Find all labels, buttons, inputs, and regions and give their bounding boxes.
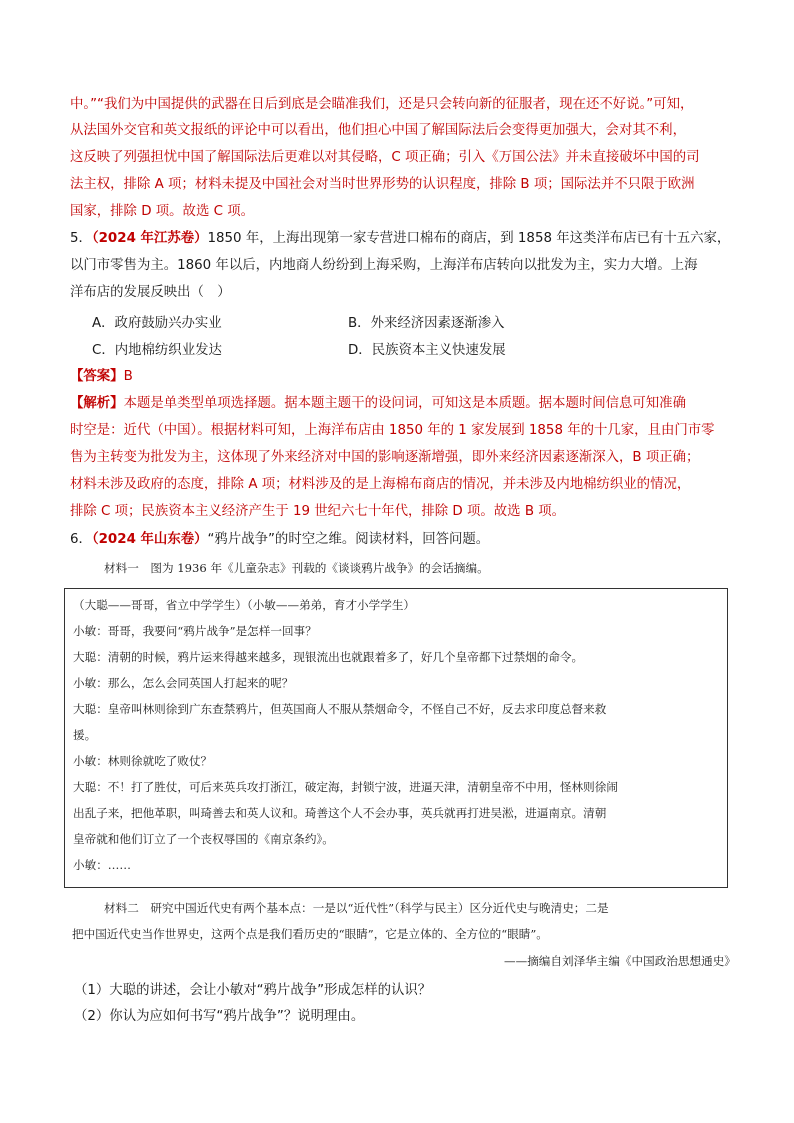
sub-question-1: （1）大聪的讲述，会让小敏对“鸦片战争”形成怎样的认识？	[74, 983, 432, 998]
sub-question-2: （2）你认为应如何书写“鸦片战争”？说明理由。	[74, 1009, 365, 1024]
analysis-line: 排除 C 项；民族资本主义经济产生于 19 世纪六七十年代，排除 D 项。故选 B 项。	[70, 504, 566, 519]
analysis-line-1	[70, 394, 686, 413]
material-2-source: ——摘编自刘泽华主编《中国政治思想通史》	[504, 954, 736, 968]
prev-explanation-line: 法主权，排除 A 项；材料未提及中国社会对当时世界形势的认识程度，排除 B 项；国际法并不只限于欧洲	[70, 177, 695, 192]
prev-explanation-line: 这反映了列强担忧中国了解国际法后更难以对其侵略，C 项正确；引入《万国公法》并未直接破坏中国的司	[70, 150, 700, 165]
option-d: D．民族资本主义快速发展	[348, 343, 506, 358]
dialogue-line: 大聪：不！打了胜仗，可后来英兵攻打浙江，破定海，封锁宁波，进逼天津，清朝皇帝不中用，怪林则徐闹	[73, 780, 618, 794]
question-6-stem	[70, 530, 489, 549]
dialogue-box	[64, 588, 728, 888]
prev-explanation-line: 中。”“我们为中国提供的武器在日后到底是会瞄准我们，还是只会转向新的征服者，现在还不好说。”可知，	[70, 97, 694, 112]
question-5-stem-line-1	[70, 229, 730, 248]
dialogue-line: 大聪：皇帝叫林则徐到广东查禁鸦片，但英国商人不服从禁烟命令，不怪自己不好，反去求印度总督来救	[73, 702, 607, 716]
dialogue-line: 小敏：那么，怎么会同英国人打起来的呢？	[73, 676, 294, 690]
dialogue-line: 援。	[73, 728, 97, 742]
question-stem-text: “鸦片战争”的时空之维。阅读材料，回答问题。	[207, 532, 490, 547]
question-stem-text: 1850 年，上海出现第一家专营进口棉布的商店，到 1858 年这类洋布店已有十五六家，	[207, 231, 731, 246]
prev-explanation-line: 从法国外交官和英文报纸的评论中可以看出，他们担心中国了解国际法后会变得更加强大，会对其不利，	[70, 123, 686, 138]
analysis-label: 【解析】	[70, 396, 124, 411]
answer-line	[70, 367, 133, 386]
material-2-line: 把中国近代史当作世界史，这两个点是我们看历史的“眼睛”，它是立体的、全方位的“眼睛”。	[72, 927, 548, 941]
material-2-line: 材料二 研究中国近代史有两个基本点：一是以“近代性”（科学与民主）区分近代史与晚清史；二是	[104, 901, 609, 915]
dialogue-line: 小敏：哥哥，我要问“鸦片战争”是怎样一回事？	[73, 624, 317, 638]
question-5-stem-line-3: 洋布店的发展反映出（ ）	[70, 285, 231, 300]
option-a: A．政府鼓励兴办实业	[92, 316, 222, 331]
question-5-stem-line-2: 以门市零售为主。1860 年以后，内地商人纷纷到上海采购，上海洋布店转向以批发为主，实力大增。上海	[70, 258, 698, 273]
question-source: （2024 年山东卷）	[91, 532, 208, 547]
analysis-text: 本题是单类型单项选择题。据本题主题干的设问词，可知这是本质题。据本题时间信息可知准确	[123, 396, 686, 411]
dialogue-line: 大聪：清朝的时候，鸦片运来得越来越多，现银流出也就跟着多了，好几个皇帝都下过禁烟的命令。	[73, 650, 584, 664]
analysis-line: 时空是：近代（中国）。根据材料可知，上海洋布店由 1850 年的 1 家发展到 1858 年的十几家，且由门市零	[70, 423, 715, 438]
option-b: B．外来经济因素逐渐渗入	[348, 316, 505, 331]
dialogue-line: 出乱子来，把他革职，叫琦善去和英人议和。琦善这个人不会办事，英兵就再打进吴淞，进逼南京。清朝	[73, 806, 607, 820]
material-1-intro: 材料一 图为 1936 年《儿童杂志》刊载的《谈谈鸦片战争》的会话摘编。	[104, 561, 489, 575]
answer-value: B	[123, 369, 133, 384]
dialogue-line: （大聪——哥哥，省立中学学生）（小敏——弟弟，育才小学学生）	[73, 598, 416, 612]
dialogue-line: 皇帝就和他们订立了一个丧权辱国的《南京条约》。	[73, 832, 334, 846]
analysis-line: 售为主转变为批发为主，这体现了外来经济对中国的影响逐渐增强，即外来经济因素逐渐深入，B 项正确；	[70, 450, 700, 465]
question-source: （2024 年江苏卷）	[91, 231, 208, 246]
question-number: 6．	[70, 532, 92, 547]
analysis-line: 材料未涉及政府的态度，排除 A 项；材料涉及的是上海棉布商店的情况，并未涉及内地棉纺织业的情况，	[70, 477, 691, 492]
option-c: C．内地棉纺织业发达	[92, 343, 222, 358]
dialogue-line: 小敏：……	[73, 858, 131, 872]
answer-label: 【答案】	[70, 369, 124, 384]
dialogue-line: 小敏：林则徐就吃了败仗？	[73, 754, 213, 768]
question-number: 5．	[70, 231, 92, 246]
prev-explanation-line: 国家，排除 D 项。故选 C 项。	[70, 204, 254, 219]
